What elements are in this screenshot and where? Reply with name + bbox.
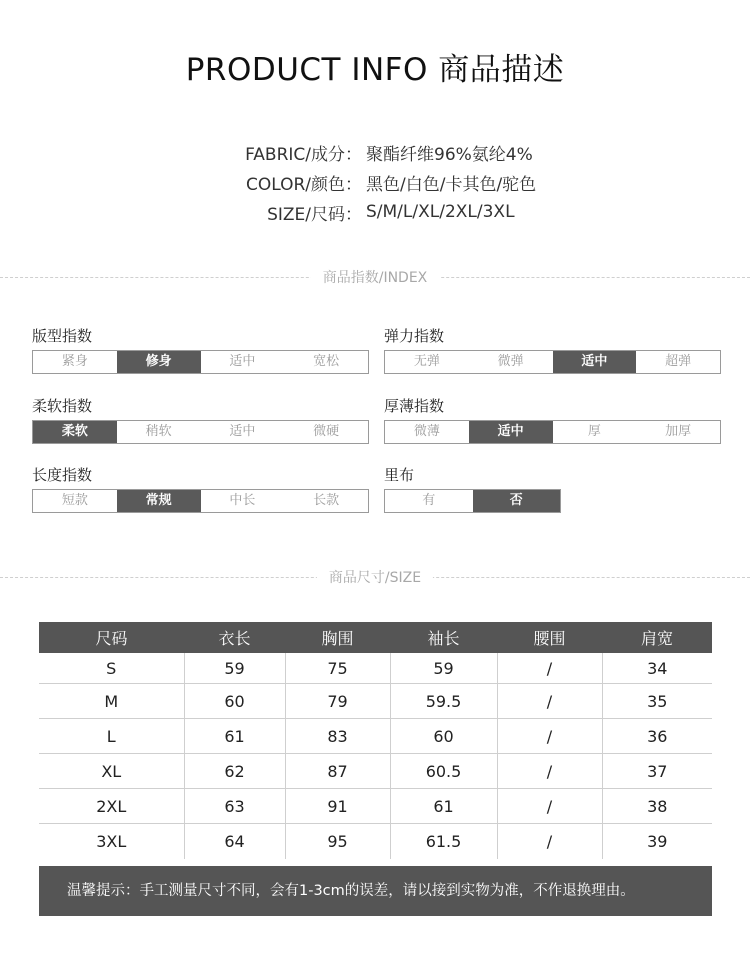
table-cell: 79 [285,684,390,719]
index-option: 稍软 [145,424,172,439]
index-option: 适中 [553,351,637,373]
table-cell: / [497,754,602,789]
index-fit [32,326,369,374]
index-scale [32,489,369,513]
index-option: 长款 [313,493,340,508]
table-cell: 60.5 [390,754,497,789]
table-cell: 75 [285,653,390,684]
table-cell: M [39,684,184,719]
table-cell: S [39,653,184,684]
table-cell: 2XL [39,789,184,824]
info-row-size [0,197,750,227]
table-cell: 61 [184,719,285,754]
index-option: 有 [422,493,436,508]
table-cell: 3XL [39,824,184,860]
index-lining [384,465,561,513]
table-cell: 36 [602,719,712,754]
index-option: 无弹 [413,354,440,369]
index-elasticity [384,326,721,374]
info-row-fabric [0,137,750,167]
index-option: 超弹 [665,354,692,369]
column-header: 袖长 [390,622,497,653]
index-option: 柔软 [33,421,117,443]
index-label: 厚薄指数 [384,397,445,415]
table-cell: 60 [184,684,285,719]
index-softness [32,396,369,444]
index-option: 适中 [469,421,553,443]
table-cell: 61.5 [390,824,497,860]
index-length [32,465,369,513]
index-option: 短款 [61,493,88,508]
index-label: 弹力指数 [384,327,445,345]
table-cell: / [497,719,602,754]
table-row [39,824,712,860]
info-value: 聚酯纤维96%氨纶4% [366,144,533,165]
size-table [39,622,712,859]
table-cell: 35 [602,684,712,719]
index-label: 柔软指数 [32,397,93,415]
table-row [39,684,712,719]
info-key: COLOR/颜色： [245,174,362,195]
index-option: 中长 [229,493,256,508]
info-row-color [0,167,750,197]
table-row [39,789,712,824]
page-title: PRODUCT INFO 商品描述 [185,52,565,88]
index-option: 微硬 [313,424,340,439]
index-option: 微弹 [497,354,524,369]
info-value: S/M/L/XL/2XL/3XL [366,202,515,222]
table-cell: L [39,719,184,754]
table-cell: 61 [390,789,497,824]
size-section-title: 商品尺寸/SIZE [317,567,433,587]
info-value: 黑色/白色/卡其色/驼色 [366,174,537,195]
index-option: 适中 [229,354,256,369]
table-cell: 95 [285,824,390,860]
table-cell: 83 [285,719,390,754]
index-option: 厚 [587,424,601,439]
table-cell: 91 [285,789,390,824]
table-row [39,719,712,754]
table-cell: 62 [184,754,285,789]
index-option: 紧身 [61,354,88,369]
measurement-notice: 温馨提示：手工测量尺寸不同，会有1-3cm的误差，请以接到实物为准，不作退换理由。 [39,866,712,916]
size-section-divider [0,565,750,589]
column-header: 胸围 [285,622,390,653]
index-section-divider [0,265,750,289]
index-scale [384,489,561,513]
table-cell: 60 [390,719,497,754]
table-cell: XL [39,754,184,789]
info-key: FABRIC/成分： [245,144,362,165]
index-option: 宽松 [313,354,340,369]
table-cell: 34 [602,653,712,684]
column-header: 尺码 [39,622,184,653]
index-scale [32,420,369,444]
table-cell: 64 [184,824,285,860]
index-label: 里布 [384,466,415,484]
table-cell: / [497,653,602,684]
table-cell: 59 [184,653,285,684]
table-row [39,754,712,789]
index-scale [384,420,721,444]
index-label: 长度指数 [32,466,93,484]
index-option: 否 [473,490,561,512]
column-header: 衣长 [184,622,285,653]
index-scale [32,350,369,374]
column-header: 腰围 [497,622,602,653]
index-label: 版型指数 [32,327,93,345]
table-row [39,653,712,684]
column-header: 肩宽 [602,622,712,653]
index-section-title: 商品指数/INDEX [311,267,440,287]
table-cell: / [497,824,602,860]
index-option: 微薄 [413,424,440,439]
table-cell: / [497,789,602,824]
table-cell: 39 [647,832,668,851]
index-option: 常规 [117,490,201,512]
table-cell: / [497,684,602,719]
table-cell: 38 [602,789,712,824]
index-option: 修身 [117,351,201,373]
info-key: SIZE/尺码： [267,204,362,225]
table-cell: 59.5 [390,684,497,719]
table-cell: 63 [184,789,285,824]
index-thickness [384,396,721,444]
product-info [0,137,750,227]
index-option: 适中 [229,424,256,439]
index-option: 加厚 [665,424,692,439]
table-cell: 87 [285,754,390,789]
index-scale [384,350,721,374]
table-cell: 37 [602,754,712,789]
table-cell: 59 [390,653,497,684]
table-header-row [39,622,712,653]
